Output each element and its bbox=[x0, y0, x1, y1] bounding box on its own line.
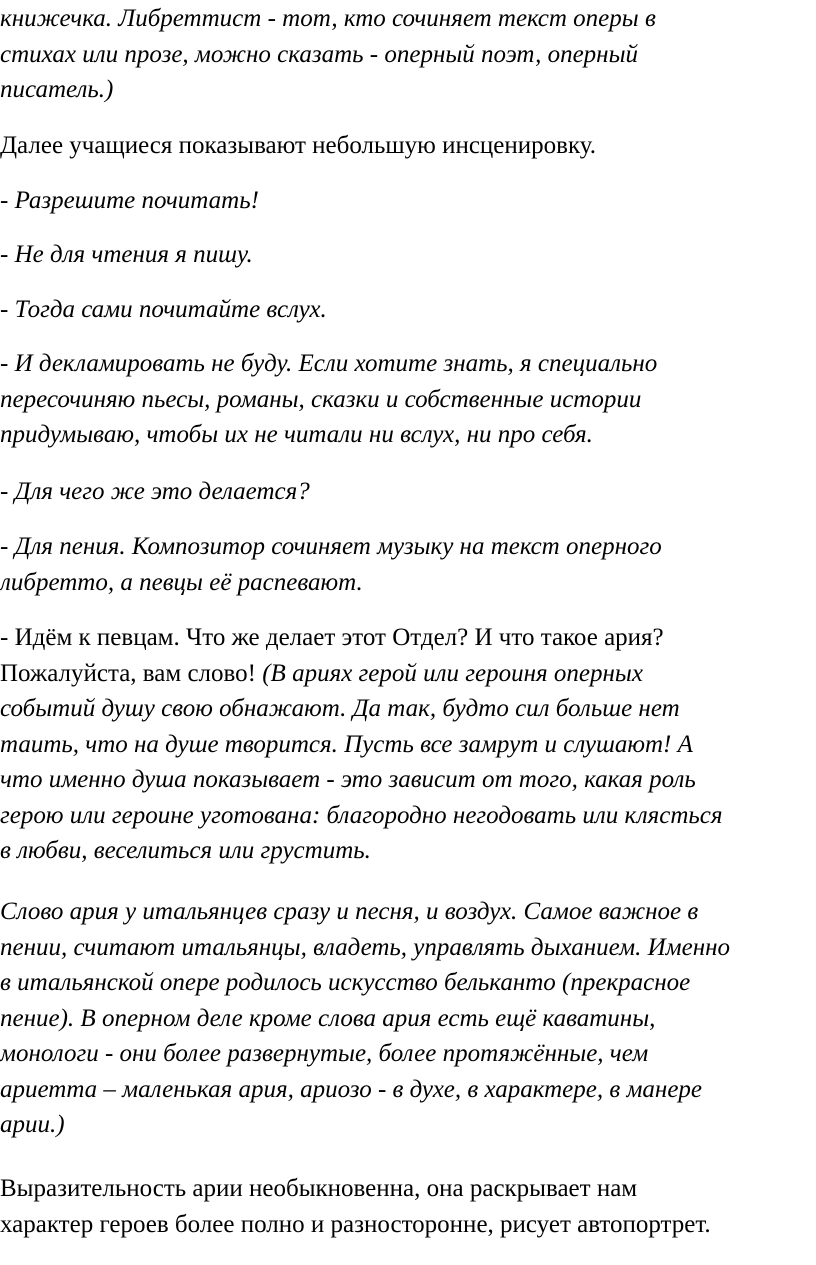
text-line: придумываю, чтобы их не читали ни вслух, ни про себя. bbox=[0, 421, 593, 448]
dialogue-line-4 bbox=[0, 346, 657, 453]
text-line: Выразительность арии необыкновенна, она раскрывает нам bbox=[0, 1175, 638, 1202]
text-line: - Для пения. Композитор сочиняет музыку на текст оперного bbox=[0, 533, 662, 560]
text-italic-part: (В ариях герой или героиня оперных bbox=[262, 659, 643, 687]
text-line: Слово ария у итальянцев сразу и песня, и воздух. Самое важное в bbox=[0, 898, 699, 925]
text-line: - Тогда сами почитайте вслух. bbox=[0, 296, 327, 323]
text-line: что именно душа показывает - это зависит от того, какая роль bbox=[0, 766, 696, 793]
paragraph-intro-staging bbox=[0, 128, 596, 164]
text-line: характер героев более полно и разносторонне, рисует автопортрет. bbox=[0, 1210, 711, 1238]
text-line: - Для чего же это делается? bbox=[0, 478, 310, 505]
dialogue-line-2 bbox=[0, 237, 253, 273]
text-line: - И декламировать не буду. Если хотите знать, я специально bbox=[0, 350, 658, 377]
text-line: - Не для чтения я пишу. bbox=[0, 241, 253, 268]
text-line: писатель.) bbox=[0, 76, 114, 103]
text-line-mixed bbox=[0, 656, 722, 692]
text-line: герою или героине уготована: благородно негодовать или клясться bbox=[0, 801, 723, 829]
text-line: стихах или прозе, можно сказать - оперный поэт, оперный bbox=[0, 40, 639, 68]
text-line: ариетта – маленькая ария, ариозо - в духе, в характере, в манере bbox=[0, 1075, 703, 1103]
text-line: книжечка. Либреттист - тот, кто сочиняет текст оперы в bbox=[0, 5, 656, 32]
text-line: в любви, веселиться или грустить. bbox=[0, 837, 371, 864]
dialogue-line-1 bbox=[0, 183, 259, 219]
dialogue-line-5 bbox=[0, 474, 310, 510]
text-line: - Идём к певцам. Что же делает этот Отдел? И что такое ария? bbox=[0, 624, 664, 651]
text-line: в итальянской опере родилось искусство бельканто (прекрасное bbox=[0, 969, 691, 996]
text-line: событий душу свою обнажают. Да так, будто сил больше нет bbox=[0, 695, 680, 722]
text-line: монологи - они более развернутые, более протяжённые, чем bbox=[0, 1040, 649, 1067]
text-line: пересочиняю пьесы, романы, сказки и собственные истории bbox=[0, 385, 642, 413]
dialogue-line-6 bbox=[0, 529, 662, 600]
dialogue-line-3 bbox=[0, 292, 327, 328]
text-line: либретто, а певцы её распевают. bbox=[0, 568, 363, 596]
text-line: пении, считают итальянцы, владеть, управлять дыханием. Именно bbox=[0, 933, 731, 961]
text-line: таить, что на душе творится. Пусть все замрут и слушают! А bbox=[0, 730, 693, 758]
text-line: пение). В оперном деле кроме слова ария есть ещё каватины, bbox=[0, 1004, 656, 1032]
paragraph-aria bbox=[0, 620, 722, 869]
paragraph-expressiveness bbox=[0, 1171, 711, 1242]
paragraph-italian-aria bbox=[0, 894, 730, 1143]
paragraph-librettist bbox=[0, 1, 656, 108]
text-line: Далее учащиеся показывают небольшую инсценировку. bbox=[0, 132, 597, 159]
text-line: арии.) bbox=[0, 1111, 65, 1138]
text-line: - Разрешите почитать! bbox=[0, 187, 259, 214]
text-normal-part: Пожалуйста, вам слово! bbox=[0, 659, 263, 687]
